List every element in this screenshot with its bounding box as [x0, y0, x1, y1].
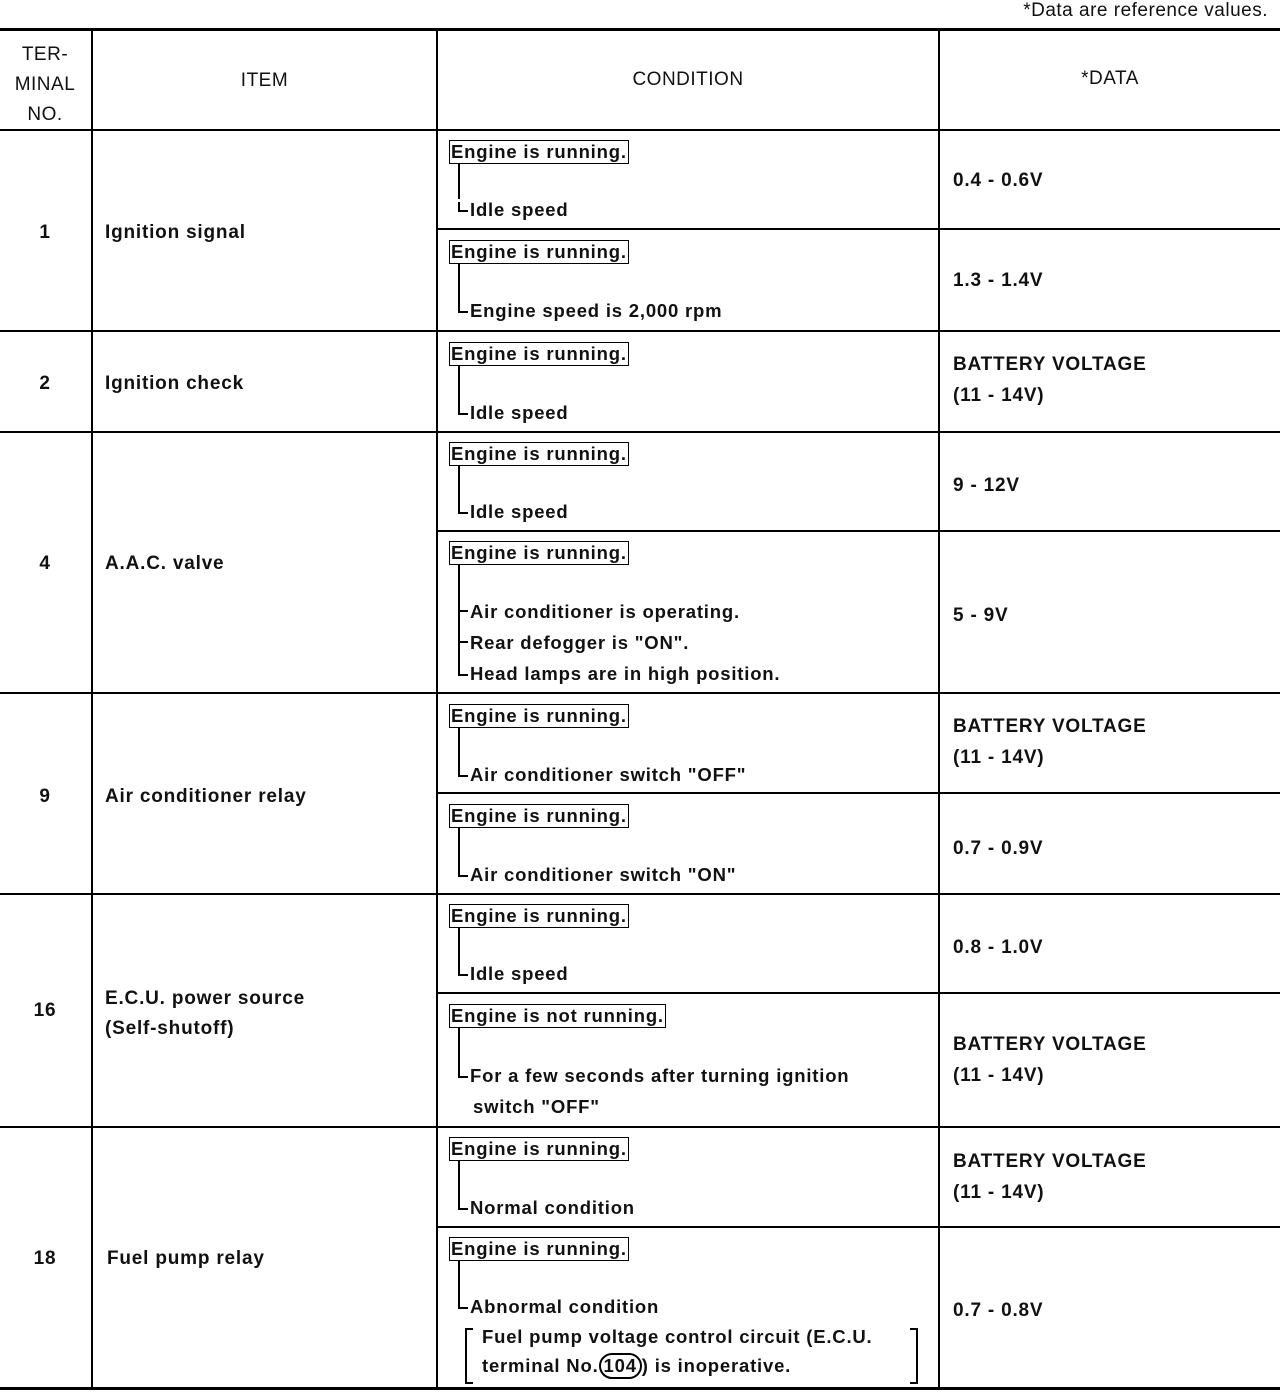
header-rule	[0, 129, 1280, 131]
data-value: 1.3 - 1.4V	[953, 270, 1044, 291]
row-rule	[0, 431, 1280, 433]
terminal-number: 2	[39, 373, 51, 394]
condition-block	[449, 240, 723, 321]
terminal-number: 1	[39, 222, 51, 243]
condition-state: Engine is running.	[451, 241, 627, 262]
condition-block	[449, 1137, 635, 1218]
condition-detail: For a few seconds after turning ignition	[458, 1065, 849, 1087]
row-rule	[0, 330, 1280, 332]
subrow-rule	[437, 1226, 1280, 1228]
item-name: E.C.U. power source (Self-shutoff)	[105, 988, 305, 1039]
data-value: BATTERY VOLTAGE (11 - 14V)	[953, 716, 1147, 768]
data-value: 0.7 - 0.9V	[953, 838, 1044, 859]
item-name: Ignition check	[105, 373, 244, 394]
condition-detail: Idle speed	[458, 963, 568, 985]
terminal-number: 4	[39, 553, 51, 574]
data-value: 0.8 - 1.0V	[953, 937, 1044, 958]
condition-block	[449, 904, 629, 984]
subrow-rule	[437, 530, 1280, 532]
subrow-rule	[437, 992, 1280, 994]
terminal-number: 9	[39, 786, 51, 807]
terminal-number: 18	[33, 1248, 57, 1269]
header-data: *DATA	[1081, 68, 1139, 89]
condition-detail: Idle speed	[458, 402, 568, 424]
condition-block	[449, 140, 629, 220]
condition-block	[449, 442, 629, 522]
reference-note: *Data are reference values.	[1023, 0, 1268, 21]
condition-block	[449, 342, 629, 423]
condition-state: Engine is running.	[451, 905, 627, 926]
data-value: BATTERY VOLTAGE (11 - 14V)	[953, 354, 1147, 406]
row-rule	[0, 692, 1280, 694]
condition-state: Engine is running.	[451, 1238, 627, 1259]
subrow-rule	[437, 228, 1280, 230]
condition-state: Engine is running.	[451, 443, 627, 464]
condition-state: Engine is running.	[451, 343, 627, 364]
data-value: 0.7 - 0.8V	[953, 1300, 1044, 1321]
condition-state: Engine is running.	[451, 1138, 627, 1159]
condition-detail: Head lamps are in high position.	[458, 663, 780, 685]
condition-detail: Rear defogger is "ON".	[458, 632, 689, 654]
condition-block	[449, 804, 737, 885]
terminal-number: 16	[33, 1000, 57, 1021]
data-value: BATTERY VOLTAGE (11 - 14V)	[953, 1151, 1147, 1203]
condition-detail: Air conditioner is operating.	[458, 601, 740, 623]
item-name: A.A.C. valve	[105, 553, 225, 574]
table-bottom-rule	[0, 1387, 1280, 1390]
condition-block	[449, 541, 781, 684]
condition-detail: switch "OFF"	[473, 1096, 600, 1117]
item-name: Fuel pump relay	[107, 1248, 265, 1269]
data-value: 0.4 - 0.6V	[953, 170, 1044, 191]
data-value: 9 - 12V	[953, 475, 1020, 496]
column-rule	[91, 30, 93, 1388]
column-rule	[436, 30, 438, 1388]
condition-detail: Idle speed	[458, 199, 568, 221]
item-name: Ignition signal	[105, 222, 246, 243]
condition-block	[449, 1004, 850, 1117]
subrow-rule	[437, 792, 1280, 794]
data-value: 5 - 9V	[953, 605, 1009, 626]
condition-state: Engine is running.	[451, 542, 627, 563]
condition-state: Engine is not running.	[451, 1005, 664, 1026]
condition-detail: Engine speed is 2,000 rpm	[458, 300, 722, 322]
header-terminal: TER- MINAL NO.	[14, 44, 76, 125]
data-value: BATTERY VOLTAGE (11 - 14V)	[953, 1034, 1147, 1086]
condition-state: Engine is running.	[451, 141, 627, 162]
condition-block	[449, 704, 747, 785]
item-name: Air conditioner relay	[105, 786, 307, 807]
condition-detail: Air conditioner switch "OFF"	[458, 764, 746, 786]
condition-detail: Normal condition	[458, 1197, 635, 1219]
condition-note: Fuel pump voltage control circuit (E.C.U. terminal No. 104 ) is inoperative.	[470, 1322, 873, 1380]
header-item: ITEM	[240, 70, 289, 91]
condition-block	[449, 1237, 660, 1317]
header-condition: CONDITION	[632, 69, 744, 90]
condition-detail: Air conditioner switch "ON"	[458, 864, 736, 886]
condition-detail: Abnormal condition	[458, 1296, 659, 1318]
condition-state: Engine is running.	[451, 805, 627, 826]
row-rule	[0, 1126, 1280, 1128]
condition-detail: Idle speed	[458, 501, 568, 523]
row-rule	[0, 893, 1280, 895]
ecu-terminal-number: 104	[599, 1353, 642, 1379]
column-rule	[938, 30, 940, 1388]
condition-state: Engine is running.	[451, 705, 627, 726]
table-top-rule	[0, 28, 1280, 31]
